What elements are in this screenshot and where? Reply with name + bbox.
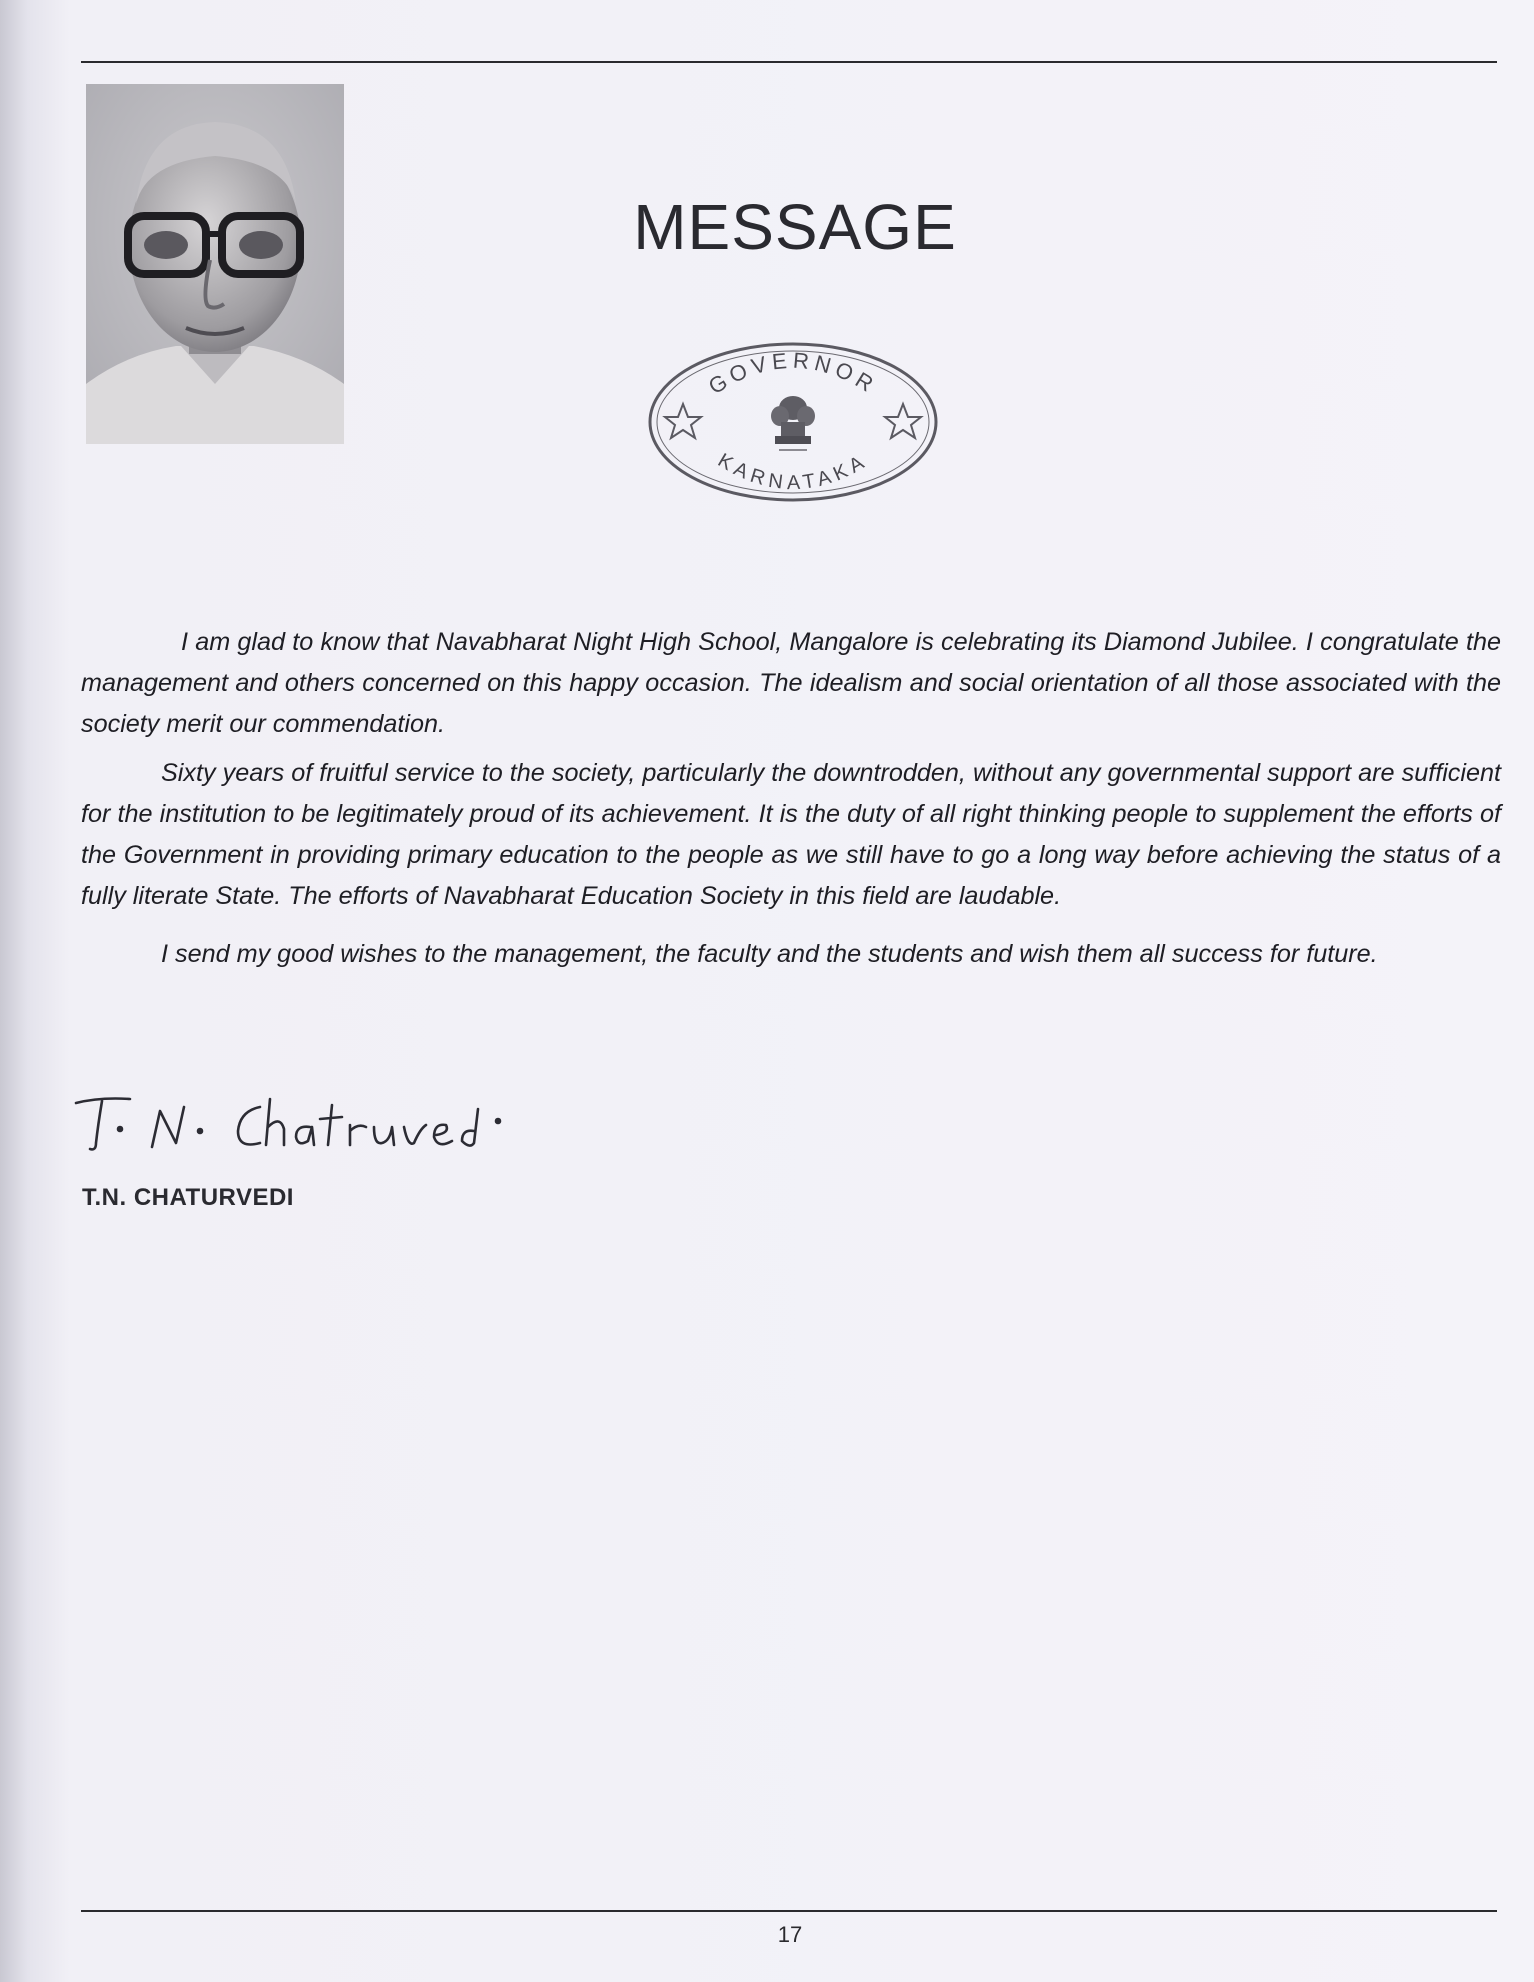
bottom-rule bbox=[81, 1910, 1497, 1912]
message-paragraph: I am glad to know that Navabharat Night High School, Mangalore is celebrating its Diamond Jubilee. I congratulate the management and others concerned on this happy occasion. The idealism and social orientation of all those associated with the society merit our commendation. bbox=[81, 628, 1501, 738]
message-paragraph: I send my good wishes to the management, the faculty and the students and wish them all success for future. bbox=[161, 940, 1378, 968]
emblem-icon bbox=[771, 396, 815, 450]
governor-seal bbox=[643, 338, 943, 506]
seal-bottom-text: KARNATAKA bbox=[713, 449, 873, 495]
handwritten-signature bbox=[70, 1085, 570, 1165]
page-number: 17 bbox=[777, 1922, 803, 1947]
portrait-photo bbox=[86, 84, 344, 444]
page-title: MESSAGE bbox=[633, 191, 957, 263]
seal-top-text: GOVERNOR bbox=[704, 347, 882, 400]
top-rule bbox=[81, 61, 1497, 63]
message-body bbox=[81, 622, 1501, 975]
star-left-icon bbox=[665, 404, 701, 438]
signer-name: T.N. CHATURVEDI bbox=[82, 1184, 294, 1211]
star-right-icon bbox=[885, 404, 921, 438]
svg-text:GOVERNOR bbox=[704, 348, 882, 400]
message-paragraph: Sixty years of fruitful service to the society, particularly the downtrodden, without any governmental support are sufficient for the institution to be legitimately proud of its achievement. It is the duty of all right thinking people to supplement the efforts of the Government in providing primary education to the people as we still have to go a long way before achieving the status of a fully literate State. The efforts of Navabharat Education Society in this field are laudable. bbox=[81, 759, 1501, 910]
